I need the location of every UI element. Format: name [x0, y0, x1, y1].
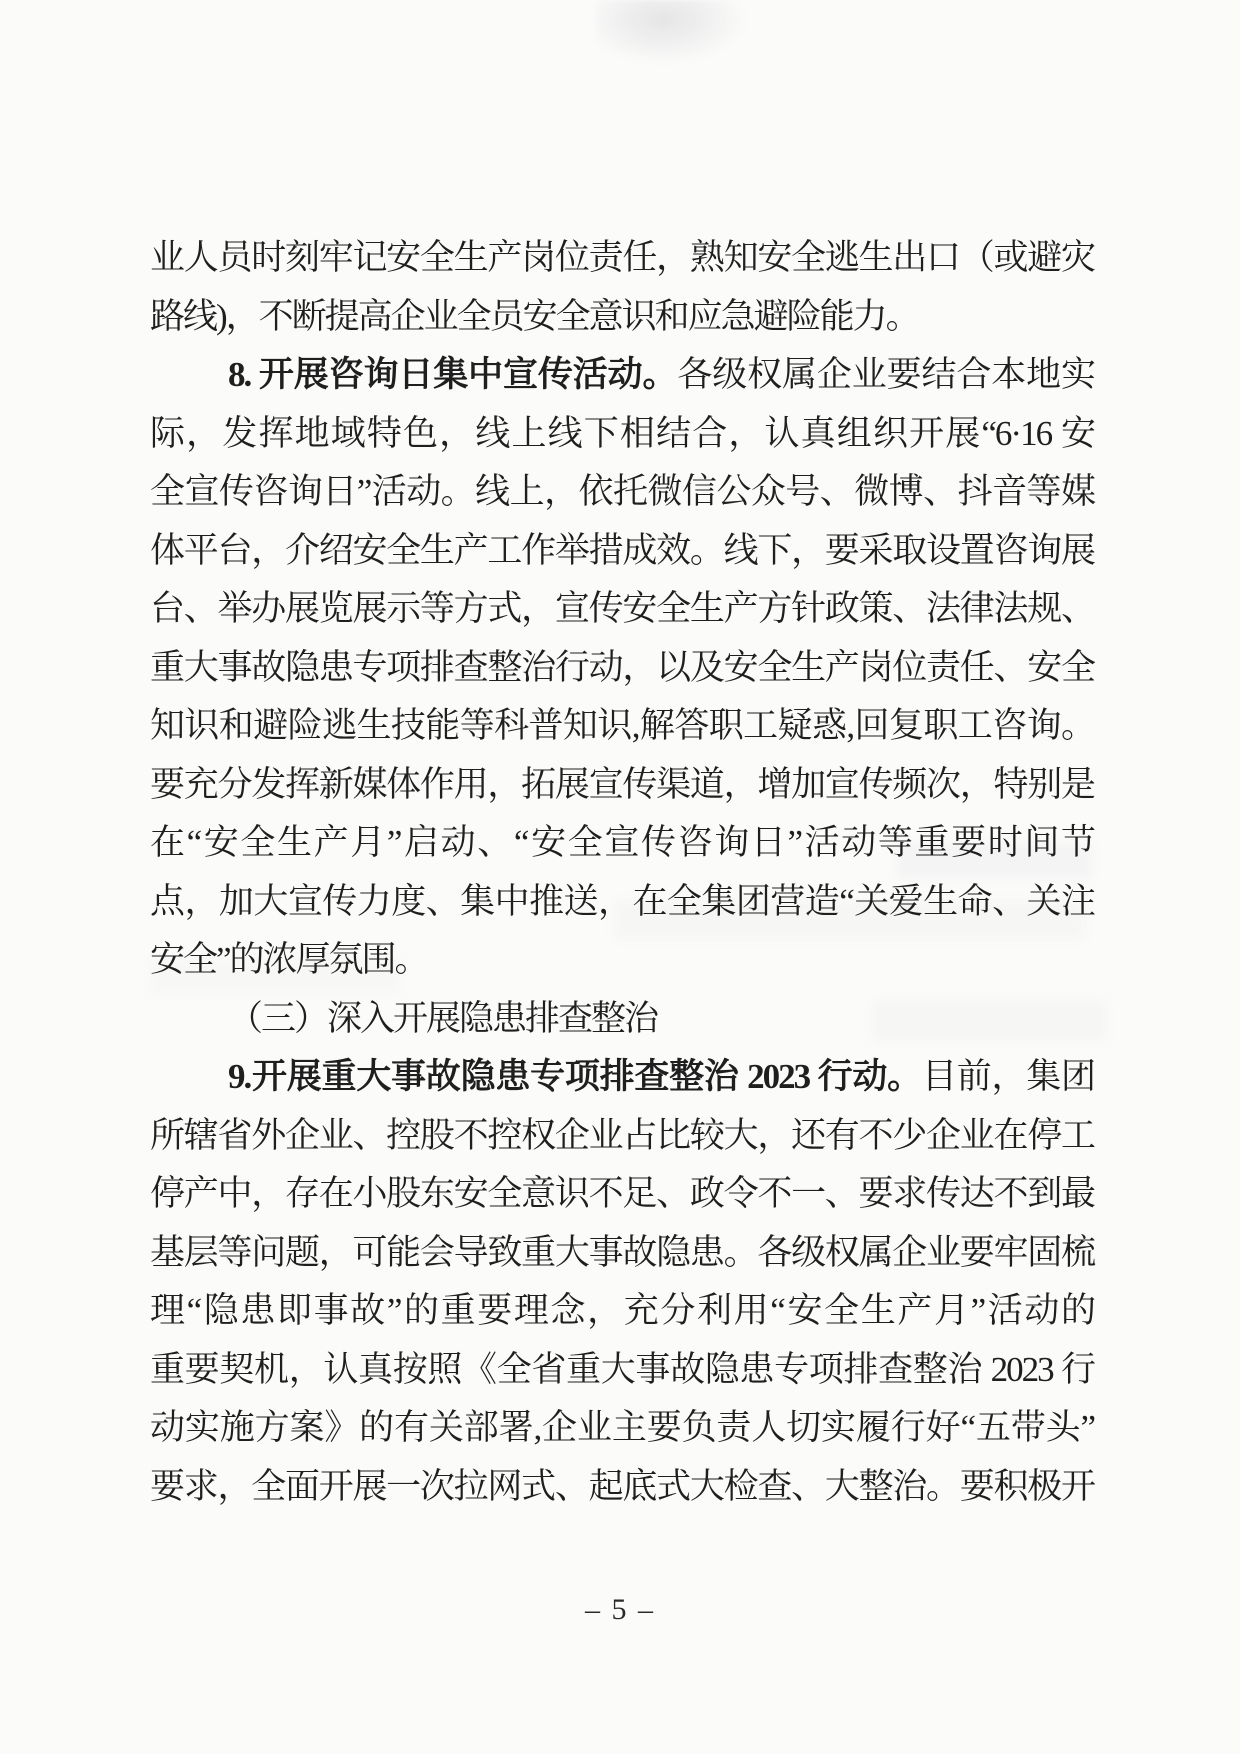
text-line	[150, 1048, 1094, 1107]
text-segment: 安全”的浓厚氛围。	[150, 940, 428, 979]
text-segment: 业人员时刻牢记安全生产岗位责任，熟知安全逃生出口（或避灾	[150, 238, 1094, 277]
text-line	[150, 229, 1094, 288]
text-line	[150, 1341, 1094, 1400]
text-line	[150, 990, 1094, 1049]
text-line	[150, 522, 1094, 581]
text-line	[150, 1458, 1094, 1517]
text-segment: 台、举办展览展示等方式，宣传安全生产方针政策、法律法规、	[150, 589, 1094, 628]
text-line	[150, 1224, 1094, 1283]
text-line	[150, 405, 1094, 464]
text-segment: 在“安全生产月”启动、“安全宣传咨询日”活动等重要时间节	[150, 823, 1094, 862]
text-line	[150, 756, 1094, 815]
text-line	[150, 639, 1094, 698]
text-line	[150, 463, 1094, 522]
text-segment: 目前，集团	[921, 1057, 1094, 1096]
text-segment: 路线)，不断提高企业全员安全意识和应急避险能力。	[150, 296, 919, 336]
text-line	[150, 346, 1094, 405]
bold-text-segment: 8. 开展咨询日集中宣传活动。	[228, 355, 678, 394]
text-segment: 全宣传咨询日”活动。线上，依托微信公众号、微博、抖音等媒	[150, 472, 1094, 511]
text-line	[150, 1107, 1094, 1166]
text-segment: 停产中，存在小股东安全意识不足、政令不一、要求传达不到最	[150, 1174, 1094, 1213]
text-line	[150, 1399, 1094, 1458]
text-segment: 际，发挥地域特色，线上线下相结合，认真组织开展“6·16 安	[150, 413, 1094, 453]
text-line	[150, 1165, 1094, 1224]
text-segment: 所辖省外企业、控股不控权企业占比较大，还有不少企业在停工	[150, 1115, 1094, 1155]
text-segment: 要求，全面开展一次拉网式、起底式大检查、大整治。要积极开	[150, 1466, 1094, 1506]
page-number: – 5 –	[585, 1593, 655, 1626]
bold-text-segment: 9.开展重大事故隐患专项排查整治 2023 行动。	[228, 1057, 922, 1096]
text-segment: 要充分发挥新媒体作用，拓展宣传渠道，增加宣传频次，特别是	[150, 764, 1094, 804]
text-segment: 体平台，介绍安全生产工作举措成效。线下，要采取设置咨询展	[150, 530, 1094, 570]
text-segment: 动实施方案》的有关部署,企业主要负责人切实履行好“五带头”	[150, 1408, 1094, 1447]
scan-smudge-top	[596, 0, 746, 64]
text-segment: （三）深入开展隐患排查整治	[228, 998, 658, 1038]
text-line	[150, 288, 1094, 347]
text-segment: 重要契机，认真按照《全省重大事故隐患专项排查整治 2023 行	[150, 1349, 1094, 1389]
document-body	[150, 229, 1094, 1516]
text-line	[150, 873, 1094, 932]
text-segment: 重大事故隐患专项排查整治行动，以及安全生产岗位责任、安全	[150, 647, 1094, 687]
text-line	[150, 697, 1094, 756]
text-segment: 知识和避险逃生技能等科普知识,解答职工疑惑,回复职工咨询。	[150, 706, 1094, 745]
text-line	[150, 931, 1094, 990]
text-line	[150, 814, 1094, 873]
text-line	[150, 1282, 1094, 1341]
text-segment: 各级权属企业要结合本地实	[677, 355, 1094, 394]
text-segment: 点，加大宣传力度、集中推送，在全集团营造“关爱生命、关注	[150, 881, 1094, 921]
text-segment: 基层等问题，可能会导致重大事故隐患。各级权属企业要牢固梳	[150, 1232, 1094, 1272]
text-line	[150, 580, 1094, 639]
text-segment: 理“隐患即事故”的重要理念，充分利用“安全生产月”活动的	[150, 1291, 1094, 1330]
